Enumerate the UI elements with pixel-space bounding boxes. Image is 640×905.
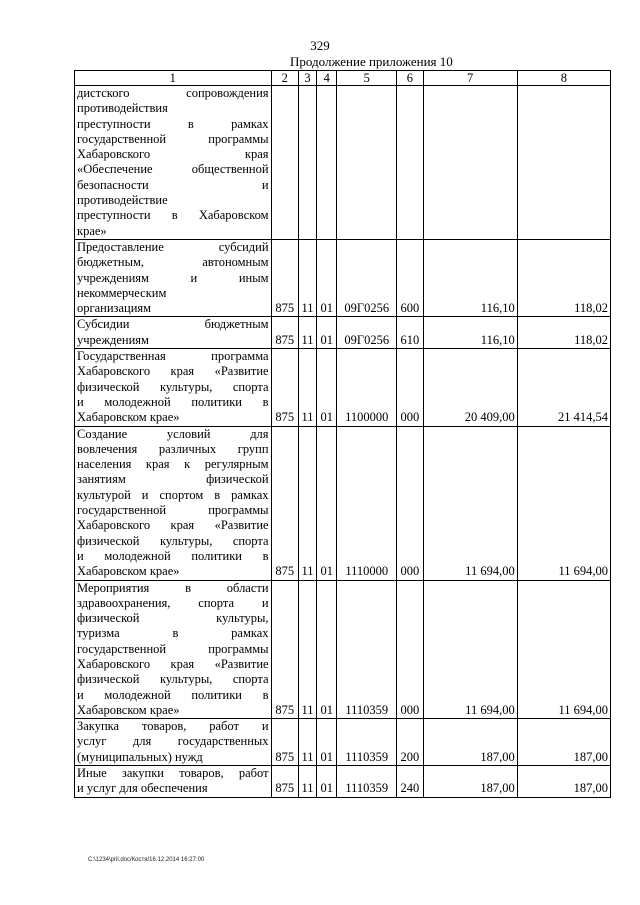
section-code: 11 (298, 766, 316, 798)
description-line: физической культуры, спорта (77, 672, 269, 687)
target-article-code: 1100000 (337, 349, 397, 426)
amount-year-2 (517, 86, 610, 240)
ministry-code: 875 (271, 719, 298, 766)
expense-type-code: 000 (397, 349, 423, 426)
table-row (75, 719, 611, 766)
description-line: физической культуры, спорта (77, 533, 269, 548)
row-description (75, 317, 272, 349)
description-line: учреждениям и иным (77, 270, 269, 285)
description-line: и молодежной политики в (77, 548, 269, 563)
amount-year-1: 187,00 (423, 719, 517, 766)
description-line: населения края к регулярным (77, 457, 269, 472)
description-line: вовлечения различных групп (77, 441, 269, 456)
target-article-code: 1110000 (337, 426, 397, 580)
description-line: учреждениям (77, 332, 149, 347)
description-line: культурой и спортом в рамках (77, 487, 269, 502)
description-line: противодействие (77, 193, 168, 208)
ministry-code: 875 (271, 349, 298, 426)
description-line: Создание условий для (77, 426, 269, 441)
amount-year-2: 118,02 (517, 239, 610, 316)
ministry-code: 875 (271, 317, 298, 349)
expense-type-code: 600 (397, 239, 423, 316)
column-header: 3 (298, 71, 316, 86)
description-line: здравоохранения, спорта и (77, 595, 269, 610)
page-number: 329 (310, 38, 330, 53)
description-line: Хабаровском крае» (77, 410, 180, 425)
expense-type-code: 240 (397, 766, 423, 798)
ministry-code: 875 (271, 580, 298, 719)
expense-type-code: 610 (397, 317, 423, 349)
row-description (75, 719, 272, 766)
row-description (75, 349, 272, 426)
amount-year-1: 11 694,00 (423, 426, 517, 580)
amount-year-2: 187,00 (517, 719, 610, 766)
description-line: Субсидии бюджетным (77, 317, 269, 332)
section-code (298, 86, 316, 240)
row-description (75, 766, 272, 798)
expense-type-code: 200 (397, 719, 423, 766)
subsection-code: 01 (317, 766, 337, 798)
target-article-code: 09Г0256 (337, 239, 397, 316)
target-article-code (337, 86, 397, 240)
ministry-code: 875 (271, 239, 298, 316)
description-line: преступности в Хабаровском (77, 208, 269, 223)
description-line: «Обеспечение общественной (77, 162, 269, 177)
ministry-code: 875 (271, 766, 298, 798)
description-line: услуг для государственных (77, 734, 269, 749)
row-description (75, 86, 272, 240)
row-description (75, 580, 272, 719)
column-header: 7 (423, 71, 517, 86)
subsection-code: 01 (317, 719, 337, 766)
table-header-row (75, 71, 611, 86)
description-line: безопасности и (77, 177, 269, 192)
description-line: Хабаровском крае» (77, 564, 180, 579)
table-row (75, 317, 611, 349)
description-line: туризма в рамках (77, 626, 269, 641)
target-article-code: 09Г0256 (337, 317, 397, 349)
description-line: Предоставление субсидий (77, 239, 269, 254)
table-row (75, 349, 611, 426)
amount-year-1: 11 694,00 (423, 580, 517, 719)
amount-year-1: 187,00 (423, 766, 517, 798)
description-line: Хабаровского края (77, 147, 269, 162)
column-header: 2 (271, 71, 298, 86)
table-row (75, 86, 611, 240)
target-article-code: 1110359 (337, 580, 397, 719)
ministry-code: 875 (271, 426, 298, 580)
subsection-code: 01 (317, 580, 337, 719)
section-code: 11 (298, 719, 316, 766)
section-code: 11 (298, 239, 316, 316)
column-header: 8 (517, 71, 610, 86)
subsection-code (317, 86, 337, 240)
table-row (75, 766, 611, 798)
subsection-code: 01 (317, 426, 337, 580)
description-line: Хабаровского края «Развитие (77, 364, 269, 379)
target-article-code: 1110359 (337, 766, 397, 798)
description-line: дистского сопровождения (77, 86, 269, 100)
description-line: Иные закупки товаров, работ (77, 766, 269, 781)
amount-year-2: 11 694,00 (517, 426, 610, 580)
table-row (75, 239, 611, 316)
description-line: (муниципальных) нужд (77, 749, 203, 764)
subsection-code: 01 (317, 317, 337, 349)
description-line: и молодежной политики в (77, 687, 269, 702)
column-header: 6 (397, 71, 423, 86)
column-header: 1 (75, 71, 272, 86)
amount-year-2: 11 694,00 (517, 580, 610, 719)
expense-type-code (397, 86, 423, 240)
amount-year-1 (423, 86, 517, 240)
description-line: организациям (77, 301, 152, 316)
amount-year-2: 21 414,54 (517, 349, 610, 426)
description-line: физической культуры, спорта (77, 379, 269, 394)
description-line: государственной программы (77, 641, 269, 656)
description-line: преступности в рамках (77, 116, 269, 131)
description-line: бюджетным, автономным (77, 255, 269, 270)
description-line: государственной программы (77, 131, 269, 146)
description-line: противодействия (77, 101, 168, 116)
expense-type-code: 000 (397, 580, 423, 719)
description-line: некоммерческим (77, 285, 167, 300)
row-description (75, 239, 272, 316)
section-code: 11 (298, 426, 316, 580)
section-code: 11 (298, 317, 316, 349)
table-row (75, 580, 611, 719)
description-line: и молодежной политики в (77, 394, 269, 409)
description-line: Хабаровского края «Развитие (77, 518, 269, 533)
description-line: Закупка товаров, работ и (77, 719, 269, 734)
subsection-code: 01 (317, 239, 337, 316)
description-line: и услуг для обеспечения (77, 781, 208, 796)
description-line: Хабаровского края «Развитие (77, 656, 269, 671)
section-code: 11 (298, 349, 316, 426)
description-line: занятиям физической (77, 472, 269, 487)
description-line: государственной программы (77, 503, 269, 518)
column-header: 4 (317, 71, 337, 86)
row-description (75, 426, 272, 580)
description-line: Хабаровском крае» (77, 702, 180, 717)
description-line: Мероприятия в области (77, 580, 269, 595)
description-line: физической культуры, (77, 611, 269, 626)
amount-year-1: 116,10 (423, 239, 517, 316)
amount-year-1: 20 409,00 (423, 349, 517, 426)
description-line: Государственная программа (77, 349, 269, 364)
budget-table (74, 70, 611, 798)
expense-type-code: 000 (397, 426, 423, 580)
column-header: 5 (337, 71, 397, 86)
amount-year-1: 116,10 (423, 317, 517, 349)
amount-year-2: 187,00 (517, 766, 610, 798)
table-continuation-caption: Продолжение приложения 10 (290, 54, 453, 69)
description-line: крае» (77, 223, 107, 238)
table-row (75, 426, 611, 580)
file-path-footer: C:\1234\pril.doc/Костя/16.12.2014 16:27:00 (88, 857, 205, 863)
section-code: 11 (298, 580, 316, 719)
amount-year-2: 118,02 (517, 317, 610, 349)
ministry-code (271, 86, 298, 240)
subsection-code: 01 (317, 349, 337, 426)
target-article-code: 1110359 (337, 719, 397, 766)
